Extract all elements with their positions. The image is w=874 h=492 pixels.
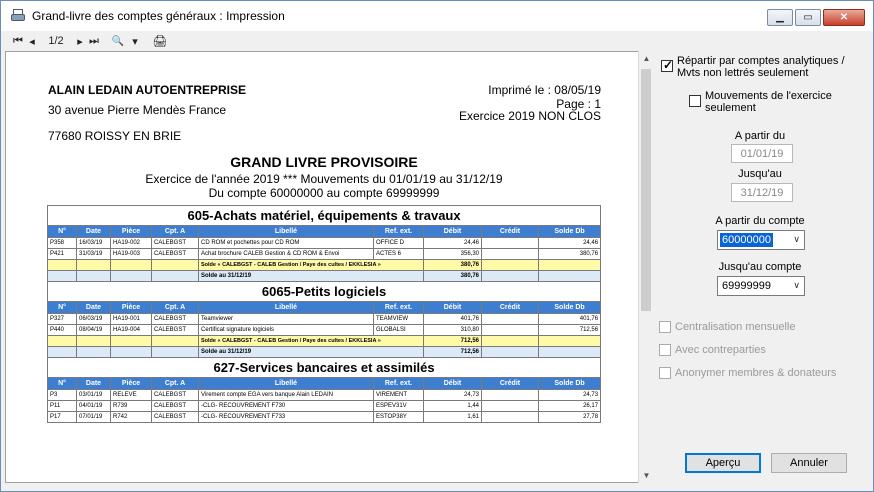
window-title: Grand-livre des comptes généraux : Impression	[32, 9, 285, 23]
account-total-row: Solde « CALEBGST - CALEB Gestion / Paye des cultes / EKKLESIA » 380,76	[48, 260, 601, 271]
anonymer-checkbox[interactable]	[659, 367, 671, 379]
table-row: P327 06/03/19 HA19-001 CALEBGST Teamviewer TEAMVIEW 401,76 401,76	[48, 314, 601, 325]
annuler-button[interactable]: Annuler	[771, 453, 847, 473]
account-total-row: Solde « CALEBGST - CALEB Gestion / Paye des cultes / EKKLESIA » 712,56	[48, 336, 601, 347]
next-page-icon[interactable]: ▸	[77, 35, 83, 48]
column-header-row	[48, 226, 601, 238]
table-row: P3 03/01/19 RELEVE CALEBGST Virement compte EGA vers banque Alain LEDAIN VIREMENT 24,73 24,73	[48, 390, 601, 401]
section-title: 627-Services bancaires et assimilés	[48, 358, 601, 378]
title-bar	[1, 1, 873, 31]
company-name: ALAIN LEDAIN AUTOENTREPRISE	[48, 83, 247, 97]
previous-page-icon[interactable]: ◂	[29, 35, 35, 48]
section-title: 605-Achats matériel, équipements & travaux	[48, 206, 601, 226]
col-debit: Débit	[424, 226, 482, 238]
col-solde: Solde Db	[539, 226, 601, 238]
centralisation-checkbox[interactable]	[659, 321, 671, 333]
minimize-button[interactable]	[767, 9, 793, 26]
report-period: Exercice de l'année 2019 *** Mouvements du 01/01/19 au 31/12/19	[145, 172, 503, 186]
preview-toolbar	[5, 31, 651, 51]
section-title: 6065-Petits logiciels	[48, 282, 601, 302]
col-cpt: Cpt. A	[152, 226, 199, 238]
scroll-down-icon[interactable]: ▼	[642, 471, 651, 480]
from-account-select[interactable]: 60000000 ∨	[717, 230, 805, 250]
maximize-icon: ▭	[803, 12, 813, 23]
checkmark-icon: ✓	[663, 58, 674, 72]
col-date: Date	[77, 226, 111, 238]
to-account-label: Jusqu'au compte	[718, 261, 802, 273]
report-account-range: Du compte 60000000 au compte 69999999	[208, 186, 440, 200]
col-credit: Crédit	[482, 226, 539, 238]
last-page-icon[interactable]: ⏭	[89, 34, 99, 47]
contreparties-label: Avec contreparties	[675, 344, 766, 356]
table-row: P11 04/01/19 R739 CALEBGST -CLG- RECOUVREMENT F730 ESPEV31V 1,44 26,17	[48, 401, 601, 412]
col-libelle: Libellé	[199, 226, 374, 238]
report-title: GRAND LIVRE PROVISOIRE	[230, 154, 418, 170]
zoom-dropdown-icon[interactable]: ▾	[132, 35, 138, 48]
column-header-row: N° Date Pièce Cpt. A Libellé Ref. ext. Débit Crédit Solde Db	[48, 302, 601, 314]
col-ref: Ref. ext.	[374, 226, 424, 238]
scroll-thumb[interactable]	[641, 69, 651, 311]
contreparties-checkbox[interactable]	[659, 344, 671, 356]
exercise-status: Exercice 2019 NON CLOS	[458, 109, 601, 123]
company-address: 30 avenue Pierre Mendès France	[48, 103, 227, 117]
balance-row: Solde au 31/12/19 712,56	[48, 347, 601, 358]
report-preview[interactable]	[5, 51, 639, 483]
apercu-button[interactable]: Aperçu	[685, 453, 761, 473]
from-date-label: A partir du	[734, 130, 786, 142]
chevron-down-icon: ∨	[793, 234, 800, 244]
to-date-field[interactable]: 31/12/19	[731, 183, 793, 202]
mouvements-exercice-checkbox[interactable]	[689, 95, 701, 107]
from-date-field[interactable]: 01/01/19	[731, 144, 793, 163]
print-icon[interactable]: 🖨	[152, 34, 168, 48]
close-button[interactable]	[823, 9, 865, 26]
repartir-checkbox[interactable]	[661, 60, 673, 72]
repartir-label: Répartir par comptes analytiques / Mvts non lettrés seulement	[677, 55, 845, 79]
close-icon: ✕	[839, 12, 849, 23]
centralisation-label: Centralisation mensuelle	[675, 321, 796, 333]
minimize-icon: ▁	[776, 12, 784, 23]
balance-row: Solde au 31/12/19 380,76	[48, 271, 601, 282]
col-no: N°	[48, 226, 77, 238]
table-row: P421 31/03/19 HA19-003 CALEBGST Achat brochure CALEB Gestion & CD ROM & Envoi ACTES 6 356,30 380,76	[48, 249, 601, 260]
to-account-select[interactable]: 69999999 ∨	[717, 276, 805, 296]
zoom-icon[interactable]: 🔍	[111, 35, 125, 47]
column-header-row: N° Date Pièce Cpt. A Libellé Ref. ext. Débit Crédit Solde Db	[48, 378, 601, 390]
mouvements-exercice-label: Mouvements de l'exercice seulement	[705, 90, 832, 114]
chevron-down-icon: ∨	[793, 280, 800, 290]
col-piece: Pièce	[111, 226, 152, 238]
table-row: P358 16/03/19 HA19-002 CALEBGST CD ROM et pochettes pour CD ROM OFFICE D 24,46 24,46	[48, 238, 601, 249]
to-date-label: Jusqu'au	[738, 168, 782, 180]
anonymer-label: Anonymer membres & donateurs	[675, 367, 837, 379]
printer-app-icon	[10, 8, 26, 24]
page-indicator: 1/2	[48, 35, 64, 47]
table-row: P440 08/04/19 HA19-004 CALEBGST Certificat signature logiciels GLOBALSI 310,80 712,56	[48, 325, 601, 336]
ledger-table	[47, 205, 601, 423]
maximize-button[interactable]	[795, 9, 821, 26]
page-number: Page : 1	[556, 97, 601, 111]
preview-scrollbar[interactable]	[638, 51, 653, 483]
company-city: 77680 ROISSY EN BRIE	[48, 129, 182, 143]
options-panel	[655, 51, 865, 481]
table-row: P17 07/01/19 R742 CALEBGST -CLG- RECOUVREMENT F733 ESTOP38Y 1,61 27,78	[48, 412, 601, 423]
from-account-label: A partir du compte	[715, 215, 805, 227]
printed-date: Imprimé le : 08/05/19	[488, 83, 601, 97]
first-page-icon[interactable]: ⏮	[13, 34, 23, 47]
scroll-up-icon[interactable]: ▲	[642, 54, 651, 63]
